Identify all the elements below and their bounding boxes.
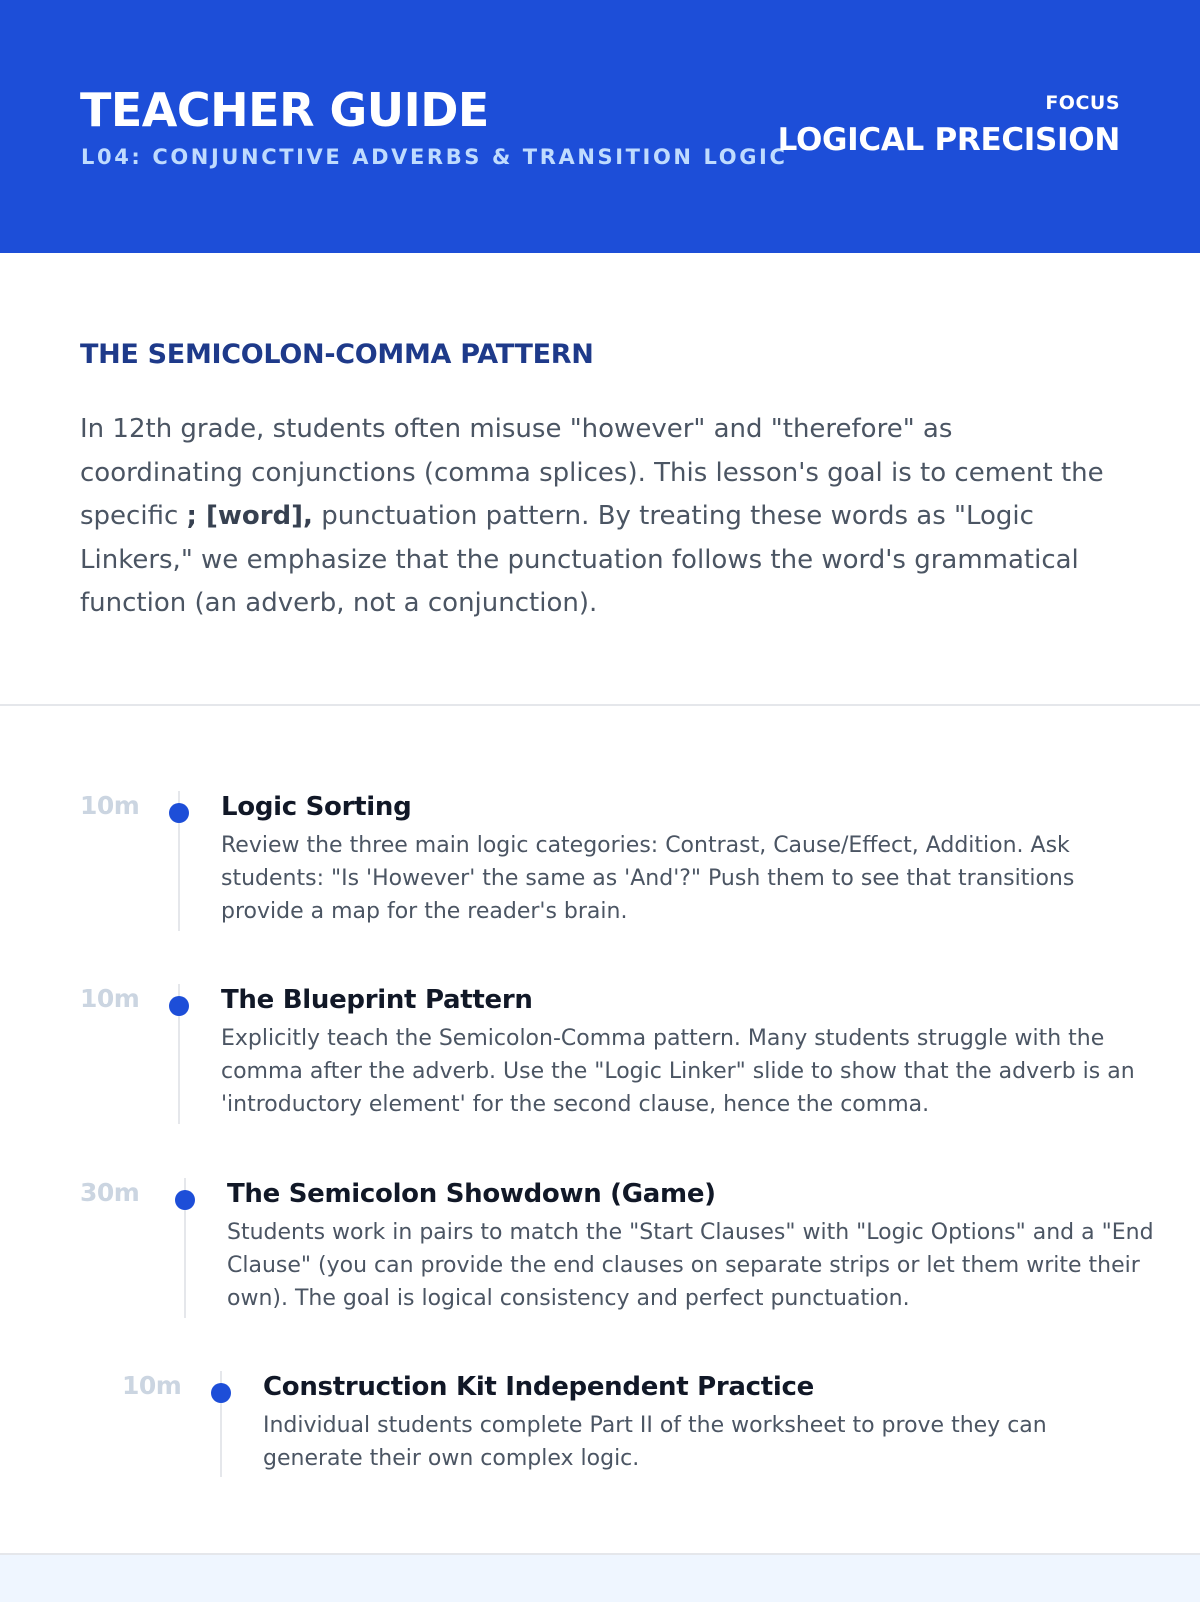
focus-value: LOGICAL PRECISION (777, 122, 1120, 158)
footer-band (0, 1553, 1200, 1602)
header-banner (0, 0, 1200, 253)
step-description: Students work in pairs to match the "Start Clauses" with "Logic Options" and a "End Clause" (you can provide the end clauses on separate strips or let them write their own). The goal is logical consistency and perfect punctuation. (227, 1220, 1154, 1311)
timeline-dot-icon (169, 996, 189, 1016)
intro-text-start: In 12th grade, students often misuse "however" and "therefore" as coordinating conjunctions (comma splices). This lesson's goal is to cement the specific (80, 414, 1104, 531)
section-heading: THE SEMICOLON-COMMA PATTERN (80, 339, 594, 370)
guide-title: TEACHER GUIDE (80, 83, 489, 137)
timeline-dot-icon (211, 1383, 231, 1403)
timeline-dot-icon (169, 803, 189, 823)
step-title: Logic Sorting (221, 792, 412, 822)
intro-paragraph (80, 408, 1120, 626)
step-title: Construction Kit Independent Practice (263, 1372, 814, 1402)
step-description: Individual students complete Part II of the worksheet to prove they can generate their own complex logic. (263, 1413, 1047, 1471)
step-description: Explicitly teach the Semicolon-Comma pattern. Many students struggle with the comma after the adverb. Use the "Logic Linker" slide to show that the adverb is an 'introductory element' for the second clause, hence the comma. (221, 1026, 1135, 1117)
intro-text-end: punctuation pattern. By treating these words as "Logic Linkers," we emphasize that the punctuation follows the word's grammatical function (an adverb, not a conjunction). (80, 501, 1079, 618)
step-title: The Semicolon Showdown (Game) (227, 1179, 716, 1209)
step-title: The Blueprint Pattern (221, 985, 533, 1015)
step-duration: 10m (80, 984, 140, 1013)
lesson-subtitle: L04: CONJUNCTIVE ADVERBS & TRANSITION LOGIC (81, 145, 788, 169)
section-divider (0, 704, 1200, 706)
timeline-dot-icon (175, 1190, 195, 1210)
step-description: Review the three main logic categories: Contrast, Cause/Effect, Addition. Ask students: "Is 'However' the same as 'And'?" Push them to see that transitions provide a map for the reader's brain. (221, 833, 1075, 924)
step-duration: 30m (80, 1178, 140, 1207)
punctuation-pattern: ; [word], (186, 501, 313, 531)
step-duration: 10m (80, 791, 140, 820)
focus-label: FOCUS (1045, 92, 1120, 114)
step-duration: 10m (122, 1371, 182, 1400)
